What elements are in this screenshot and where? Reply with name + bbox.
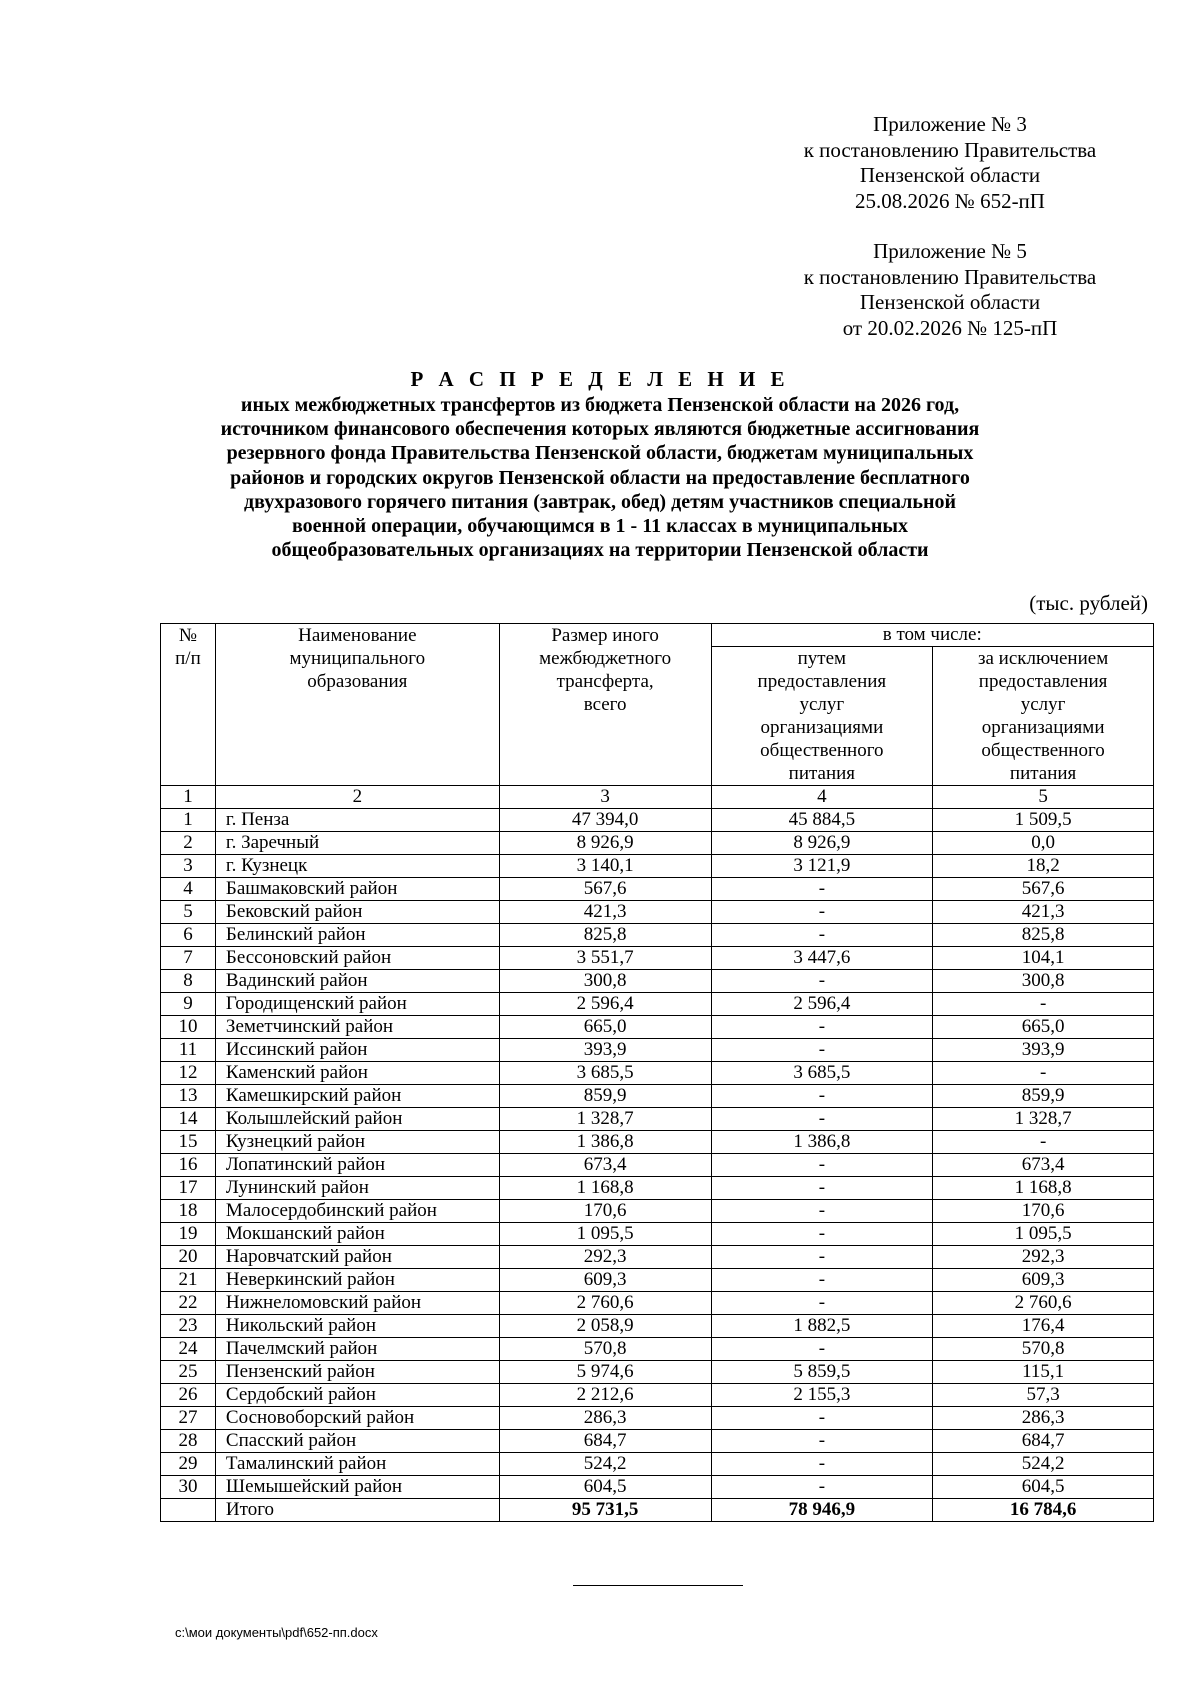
row-number: 1 — [161, 809, 216, 832]
table-row — [161, 1085, 1154, 1108]
total-row — [161, 1499, 1154, 1522]
via-catering-amount: 2 596,4 — [711, 993, 933, 1016]
municipality-name: Кузнецкий район — [215, 1131, 499, 1154]
municipality-name: Бековский район — [215, 901, 499, 924]
via-catering-amount: 3 447,6 — [711, 947, 933, 970]
column-number: 2 — [215, 786, 499, 809]
municipality-name: Нижнеломовский район — [215, 1292, 499, 1315]
excluding-catering-amount: 1 328,7 — [933, 1108, 1154, 1131]
table-row — [161, 1269, 1154, 1292]
header-text: № — [178, 625, 198, 646]
transfer-total: 1 386,8 — [499, 1131, 711, 1154]
table-row — [161, 1200, 1154, 1223]
municipality-name: Тамалинский район — [215, 1453, 499, 1476]
excluding-catering-amount: 104,1 — [933, 947, 1154, 970]
table-row — [161, 855, 1154, 878]
header-text: всего — [583, 694, 627, 715]
via-catering-amount: - — [711, 1108, 933, 1131]
transfer-total: 300,8 — [499, 970, 711, 993]
header-text: Размер иного — [551, 625, 659, 646]
header-text: трансферта, — [556, 671, 654, 692]
table-row — [161, 924, 1154, 947]
row-number: 9 — [161, 993, 216, 1016]
appendix-line: 25.08.2026 № 652-пП — [855, 188, 1045, 213]
table-row — [161, 1315, 1154, 1338]
appendix-line: к постановлению Правительства — [803, 264, 1097, 289]
header-via-catering — [711, 647, 933, 786]
header-text: услуг — [1020, 694, 1066, 715]
row-number: 22 — [161, 1292, 216, 1315]
excluding-catering-amount: - — [933, 1131, 1154, 1154]
header-text: образования — [307, 671, 408, 692]
title-line: общеобразовательных организациях на территории Пензенской области — [271, 539, 929, 562]
row-number: 19 — [161, 1223, 216, 1246]
header-text: общественного — [981, 740, 1105, 761]
municipality-name: Бессоновский район — [215, 947, 499, 970]
row-number: 29 — [161, 1453, 216, 1476]
via-catering-amount: - — [711, 878, 933, 901]
excluding-catering-amount: 176,4 — [933, 1315, 1154, 1338]
municipality-name: Лунинский район — [215, 1177, 499, 1200]
municipality-name: Белинский район — [215, 924, 499, 947]
appendix-line: Приложение № 5 — [873, 239, 1027, 263]
via-catering-amount: - — [711, 1085, 933, 1108]
total-via-catering: 78 946,9 — [711, 1499, 933, 1522]
transfer-total: 286,3 — [499, 1407, 711, 1430]
transfer-total: 567,6 — [499, 878, 711, 901]
table-row — [161, 901, 1154, 924]
table-row — [161, 1407, 1154, 1430]
excluding-catering-amount: 0,0 — [933, 832, 1154, 855]
excluding-catering-amount: 421,3 — [933, 901, 1154, 924]
via-catering-amount: - — [711, 1476, 933, 1499]
municipality-name: г. Кузнецк — [215, 855, 499, 878]
row-number: 25 — [161, 1361, 216, 1384]
title-text — [140, 393, 1060, 562]
via-catering-amount: - — [711, 1407, 933, 1430]
excluding-catering-amount: 1 509,5 — [933, 809, 1154, 832]
row-number: 10 — [161, 1016, 216, 1039]
excluding-catering-amount: 1 168,8 — [933, 1177, 1154, 1200]
header-text: путем — [797, 648, 847, 669]
transfer-total: 1 168,8 — [499, 1177, 711, 1200]
row-number: 11 — [161, 1039, 216, 1062]
table-row — [161, 1361, 1154, 1384]
municipality-name: Шемышейский район — [215, 1476, 499, 1499]
excluding-catering-amount: 170,6 — [933, 1200, 1154, 1223]
via-catering-amount: - — [711, 1292, 933, 1315]
municipality-name: Камешкирский район — [215, 1085, 499, 1108]
transfer-total: 524,2 — [499, 1453, 711, 1476]
appendix-5-block — [760, 239, 1140, 341]
file-path-footer: c:\мои документы\pdf\652-пп.docx — [175, 1625, 378, 1640]
end-divider — [573, 1585, 743, 1586]
header-text: предоставления — [978, 671, 1108, 692]
via-catering-amount: 1 882,5 — [711, 1315, 933, 1338]
excluding-catering-amount: 2 760,6 — [933, 1292, 1154, 1315]
table-row — [161, 878, 1154, 901]
table-row — [161, 1039, 1154, 1062]
municipality-name: Сосновоборский район — [215, 1407, 499, 1430]
transfer-total: 1 328,7 — [499, 1108, 711, 1131]
header-text: питания — [1009, 763, 1077, 784]
appendix-line: Пензенской области — [859, 290, 1041, 314]
column-number: 1 — [161, 786, 216, 809]
transfer-total: 859,9 — [499, 1085, 711, 1108]
table-row — [161, 1453, 1154, 1476]
row-number: 27 — [161, 1407, 216, 1430]
table-row — [161, 993, 1154, 1016]
via-catering-amount: - — [711, 1200, 933, 1223]
excluding-catering-amount: - — [933, 1062, 1154, 1085]
excluding-catering-amount: 300,8 — [933, 970, 1154, 993]
excluding-catering-amount: 18,2 — [933, 855, 1154, 878]
transfer-total: 609,3 — [499, 1269, 711, 1292]
row-number: 7 — [161, 947, 216, 970]
row-number: 4 — [161, 878, 216, 901]
table-row — [161, 1108, 1154, 1131]
row-number: 15 — [161, 1131, 216, 1154]
total-sum: 95 731,5 — [499, 1499, 711, 1522]
transfer-total: 2 058,9 — [499, 1315, 711, 1338]
title-line: резервного фонда Правительства Пензенской области, бюджетам муниципальных — [226, 442, 974, 465]
row-number: 30 — [161, 1476, 216, 1499]
column-number: 4 — [711, 786, 933, 809]
excluding-catering-amount: - — [933, 993, 1154, 1016]
municipality-name: г. Пенза — [215, 809, 499, 832]
municipality-name: Никольский район — [215, 1315, 499, 1338]
transfer-total: 684,7 — [499, 1430, 711, 1453]
via-catering-amount: - — [711, 1039, 933, 1062]
row-number: 12 — [161, 1062, 216, 1085]
transfer-total: 2 760,6 — [499, 1292, 711, 1315]
via-catering-amount: - — [711, 1453, 933, 1476]
title-line: районов и городских округов Пензенской области на предоставление бесплатного — [230, 466, 970, 489]
distribution-table — [160, 623, 1154, 1522]
table-row — [161, 1154, 1154, 1177]
appendix-line: к постановлению Правительства — [803, 137, 1097, 162]
via-catering-amount: 2 155,3 — [711, 1384, 933, 1407]
row-number: 2 — [161, 832, 216, 855]
via-catering-amount: 1 386,8 — [711, 1131, 933, 1154]
table-row — [161, 970, 1154, 993]
transfer-total: 604,5 — [499, 1476, 711, 1499]
excluding-catering-amount: 825,8 — [933, 924, 1154, 947]
appendix-line: Приложение № 3 — [873, 112, 1027, 136]
excluding-catering-amount: 609,3 — [933, 1269, 1154, 1292]
municipality-name: Малосердобинский район — [215, 1200, 499, 1223]
table-row — [161, 1476, 1154, 1499]
municipality-name: Спасский район — [215, 1430, 499, 1453]
table-row — [161, 1384, 1154, 1407]
table-row — [161, 1292, 1154, 1315]
municipality-name: Пачелмский район — [215, 1338, 499, 1361]
excluding-catering-amount: 859,9 — [933, 1085, 1154, 1108]
excluding-catering-amount: 673,4 — [933, 1154, 1154, 1177]
excluding-catering-amount: 115,1 — [933, 1361, 1154, 1384]
row-number: 8 — [161, 970, 216, 993]
row-number: 24 — [161, 1338, 216, 1361]
transfer-total: 2 212,6 — [499, 1384, 711, 1407]
transfer-total: 5 974,6 — [499, 1361, 711, 1384]
appendix-line: от 20.02.2026 № 125-пП — [842, 315, 1058, 340]
municipality-name: Земетчинский район — [215, 1016, 499, 1039]
header-text: услуг — [799, 694, 845, 715]
via-catering-amount: - — [711, 1269, 933, 1292]
header-total — [499, 624, 711, 786]
transfer-total: 292,3 — [499, 1246, 711, 1269]
total-label: Итого — [215, 1499, 499, 1522]
via-catering-amount: - — [711, 1177, 933, 1200]
municipality-name: Городищенский район — [215, 993, 499, 1016]
via-catering-amount: - — [711, 901, 933, 924]
row-number: 3 — [161, 855, 216, 878]
header-text: организациями — [981, 717, 1105, 738]
municipality-name: Сердобский район — [215, 1384, 499, 1407]
transfer-total: 170,6 — [499, 1200, 711, 1223]
excluding-catering-amount: 684,7 — [933, 1430, 1154, 1453]
title-heading: Р А С П Р Е Д Е Л Е Н И Е — [410, 367, 790, 391]
table-body — [161, 624, 1154, 1522]
header-name — [215, 624, 499, 786]
table-row — [161, 1430, 1154, 1453]
via-catering-amount: 45 884,5 — [711, 809, 933, 832]
transfer-total: 8 926,9 — [499, 832, 711, 855]
row-number: 28 — [161, 1430, 216, 1453]
row-number: 5 — [161, 901, 216, 924]
transfer-total: 2 596,4 — [499, 993, 711, 1016]
document-title — [140, 366, 1060, 562]
transfer-total: 1 095,5 — [499, 1223, 711, 1246]
excluding-catering-amount: 604,5 — [933, 1476, 1154, 1499]
total-num-cell — [161, 1499, 216, 1522]
table-row — [161, 1223, 1154, 1246]
title-line: военной операции, обучающимся в 1 - 11 классах в муниципальных — [292, 515, 908, 538]
header-text: муниципального — [289, 648, 426, 669]
excluding-catering-amount: 567,6 — [933, 878, 1154, 901]
header-text: п/п — [175, 648, 201, 669]
units-label: (тыс. рублей) — [1029, 591, 1148, 615]
excluding-catering-amount: 57,3 — [933, 1384, 1154, 1407]
via-catering-amount: 3 121,9 — [711, 855, 933, 878]
row-number: 26 — [161, 1384, 216, 1407]
row-number: 6 — [161, 924, 216, 947]
via-catering-amount: - — [711, 1338, 933, 1361]
table-row — [161, 1062, 1154, 1085]
table-row — [161, 1016, 1154, 1039]
column-number-row — [161, 786, 1154, 809]
transfer-total: 3 140,1 — [499, 855, 711, 878]
appendix-3-block — [760, 112, 1140, 214]
row-number: 14 — [161, 1108, 216, 1131]
row-number: 16 — [161, 1154, 216, 1177]
excluding-catering-amount: 292,3 — [933, 1246, 1154, 1269]
header-excluding-catering — [933, 647, 1154, 786]
column-number: 3 — [499, 786, 711, 809]
municipality-name: Иссинский район — [215, 1039, 499, 1062]
header-text: Наименование — [298, 625, 417, 646]
via-catering-amount: - — [711, 1016, 933, 1039]
via-catering-amount: - — [711, 1154, 933, 1177]
row-number: 21 — [161, 1269, 216, 1292]
excluding-catering-amount: 1 095,5 — [933, 1223, 1154, 1246]
excluding-catering-amount: 286,3 — [933, 1407, 1154, 1430]
excluding-catering-amount: 665,0 — [933, 1016, 1154, 1039]
table-row — [161, 1131, 1154, 1154]
header-text: межбюджетного — [539, 648, 672, 669]
municipality-name: Пензенский район — [215, 1361, 499, 1384]
transfer-total: 570,8 — [499, 1338, 711, 1361]
excluding-catering-amount: 393,9 — [933, 1039, 1154, 1062]
row-number: 13 — [161, 1085, 216, 1108]
header-text: за исключением — [977, 648, 1109, 669]
row-number: 17 — [161, 1177, 216, 1200]
transfer-total: 825,8 — [499, 924, 711, 947]
header-text: питания — [788, 763, 856, 784]
table-row — [161, 1246, 1154, 1269]
column-number: 5 — [933, 786, 1154, 809]
transfer-total: 47 394,0 — [499, 809, 711, 832]
municipality-name: Наровчатский район — [215, 1246, 499, 1269]
via-catering-amount: 3 685,5 — [711, 1062, 933, 1085]
table-row — [161, 947, 1154, 970]
row-number: 23 — [161, 1315, 216, 1338]
table-row — [161, 832, 1154, 855]
municipality-name: Мокшанский район — [215, 1223, 499, 1246]
municipality-name: Башмаковский район — [215, 878, 499, 901]
municipality-name: Колышлейский район — [215, 1108, 499, 1131]
title-line: источником финансового обеспечения которых являются бюджетные ассигнования — [220, 418, 980, 441]
header-text: организациями — [760, 717, 884, 738]
municipality-name: Вадинский район — [215, 970, 499, 993]
total-excluding-catering: 16 784,6 — [933, 1499, 1154, 1522]
municipality-name: Лопатинский район — [215, 1154, 499, 1177]
via-catering-amount: - — [711, 970, 933, 993]
transfer-total: 393,9 — [499, 1039, 711, 1062]
row-number: 20 — [161, 1246, 216, 1269]
table-row — [161, 1177, 1154, 1200]
via-catering-amount: - — [711, 1223, 933, 1246]
header-num — [161, 624, 216, 786]
transfer-total: 3 685,5 — [499, 1062, 711, 1085]
excluding-catering-amount: 570,8 — [933, 1338, 1154, 1361]
appendix-line: Пензенской области — [859, 163, 1041, 187]
municipality-name: Неверкинский район — [215, 1269, 499, 1292]
table-row — [161, 1338, 1154, 1361]
transfer-total: 421,3 — [499, 901, 711, 924]
table-row — [161, 809, 1154, 832]
via-catering-amount: - — [711, 924, 933, 947]
transfer-total: 665,0 — [499, 1016, 711, 1039]
municipality-name: Каменский район — [215, 1062, 499, 1085]
header-group: в том числе: — [711, 624, 1154, 647]
transfer-total: 673,4 — [499, 1154, 711, 1177]
via-catering-amount: 8 926,9 — [711, 832, 933, 855]
municipality-name: г. Заречный — [215, 832, 499, 855]
via-catering-amount: - — [711, 1246, 933, 1269]
via-catering-amount: 5 859,5 — [711, 1361, 933, 1384]
title-line: иных межбюджетных трансфертов из бюджета Пензенской области на 2026 год, — [240, 394, 960, 416]
transfer-total: 3 551,7 — [499, 947, 711, 970]
header-row — [161, 624, 1154, 647]
header-text: общественного — [760, 740, 884, 761]
via-catering-amount: - — [711, 1430, 933, 1453]
row-number: 18 — [161, 1200, 216, 1223]
header-text: предоставления — [757, 671, 887, 692]
excluding-catering-amount: 524,2 — [933, 1453, 1154, 1476]
title-line: двухразового горячего питания (завтрак, обед) детям участников специальной — [243, 490, 957, 513]
